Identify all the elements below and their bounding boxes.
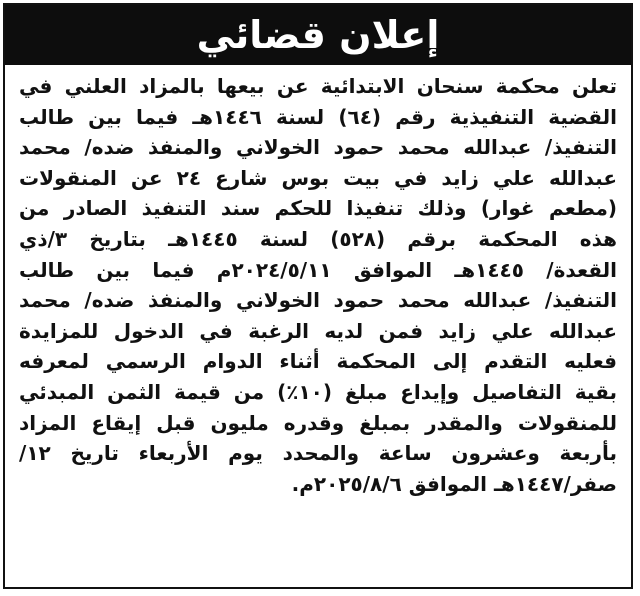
notice-line: التنفيذ/ عبدالله محمد حمود الخولاني والمنفذ ضده/ محمد: [19, 135, 617, 160]
notice-line: عبدالله علي زايد فمن لديه الرغبة في الدخول للمزايدة: [19, 318, 617, 343]
notice-line: القعدة/ ١٤٤٥هـ الموافق ٢٠٢٤/٥/١١م فيما بين طالب: [19, 257, 617, 282]
notice-line: تعلن محكمة سنحان الابتدائية عن بيعها بالمزاد العلني في: [19, 74, 617, 98]
notice-line: (مطعم غوار) وذلك تنفيذا للحكم سند التنفيذ الصادر من: [19, 196, 617, 221]
notice-header: [5, 5, 631, 65]
notice-line: التنفيذ/ عبدالله محمد حمود الخولاني والمنفذ ضده/ محمد: [19, 288, 617, 313]
notice-line: صفر/١٤٤٧هـ الموافق ٢٠٢٥/٨/٦م.: [291, 471, 617, 496]
notice-line: بأربعة وعشرون ساعة والمحدد يوم الأربعاء تاريخ ١٢/: [19, 441, 617, 466]
notice-line: للمنقولات والمقدر بمبلغ وقدره مليون قبل إيقاع المزاد: [19, 410, 617, 435]
notice-line: هذه المحكمة برقم (٥٢٨) لسنة ١٤٤٥هـ بتاريخ ٣/ذي: [19, 226, 618, 251]
legal-notice: [3, 3, 633, 589]
notice-body: [19, 71, 617, 499]
notice-title: إعلان قضائي: [196, 13, 440, 57]
notice-line: عبدالله علي زايد في بيت بوس شارع ٢٤ عن المنقولات: [19, 165, 617, 190]
notice-line: القضية التنفيذية رقم (٦٤) لسنة ١٤٤٦هـ فيما بين طالب: [19, 104, 617, 129]
notice-line: فعليه التقدم إلى المحكمة أثناء الدوام الرسمي لمعرفه: [19, 349, 617, 374]
notice-line: بقية التفاصيل وإيداع مبلغ (١٠٪) من قيمة الثمن المبدئي: [19, 379, 617, 404]
